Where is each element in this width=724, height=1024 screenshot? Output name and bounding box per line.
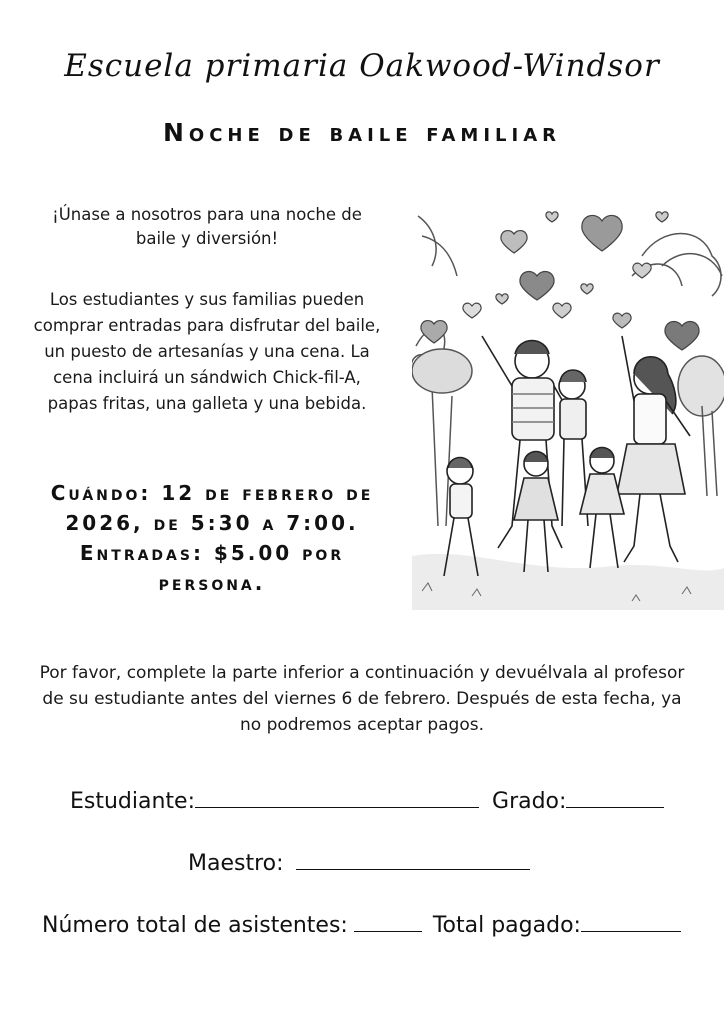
intro-text bbox=[12, 203, 402, 251]
teacher-label: Maestro: bbox=[188, 851, 284, 876]
grade-field[interactable] bbox=[566, 787, 664, 808]
event-when-block bbox=[36, 478, 388, 598]
when-line: Entradas: $5.00 por bbox=[79, 541, 345, 565]
note-line: Por favor, complete la parte inferior a continuación y devuélvala al profesor bbox=[39, 663, 685, 683]
details-line: papas fritas, una galleta y una bebida. bbox=[47, 394, 367, 413]
intro-line: baile y diversión! bbox=[135, 229, 279, 248]
family-dancing-illustration bbox=[412, 196, 724, 610]
note-line: de su estudiante antes del viernes 6 de febrero. Después de esta fecha, ya bbox=[42, 689, 682, 709]
details-line: cena incluirá un sándwich Chick-fil-A, bbox=[53, 368, 361, 387]
grade-label: Grado: bbox=[492, 789, 567, 814]
details-text bbox=[12, 287, 402, 417]
details-line: un puesto de artesanías y una cena. La bbox=[44, 342, 370, 361]
note-line: no podremos aceptar pagos. bbox=[239, 715, 484, 735]
attendees-label: Número total de asistentes: bbox=[42, 913, 348, 938]
attendees-field[interactable] bbox=[354, 911, 422, 932]
intro-line: ¡Únase a nosotros para una noche de bbox=[52, 205, 362, 224]
student-field[interactable] bbox=[195, 787, 479, 808]
event-title: Noche de baile familiar bbox=[163, 118, 561, 147]
student-grade-row bbox=[70, 787, 664, 814]
total-paid-label: Total pagado: bbox=[432, 913, 581, 938]
attendees-total-row bbox=[42, 911, 681, 938]
details-line: Los estudiantes y sus familias pueden bbox=[49, 290, 365, 309]
teacher-row bbox=[188, 849, 530, 876]
student-label: Estudiante: bbox=[70, 789, 196, 814]
total-paid-field[interactable] bbox=[581, 911, 681, 932]
family-dancing-hearts-icon bbox=[412, 196, 724, 610]
school-name: Escuela primaria Oakwood-Windsor bbox=[64, 48, 660, 84]
when-line: persona. bbox=[158, 571, 266, 595]
when-line: Cuándo: 12 de febrero de bbox=[50, 481, 374, 505]
return-instructions bbox=[8, 660, 716, 738]
when-line: 2026, de 5:30 a 7:00. bbox=[65, 511, 359, 535]
details-line: comprar entradas para disfrutar del baile, bbox=[33, 316, 381, 335]
teacher-field[interactable] bbox=[296, 849, 530, 870]
